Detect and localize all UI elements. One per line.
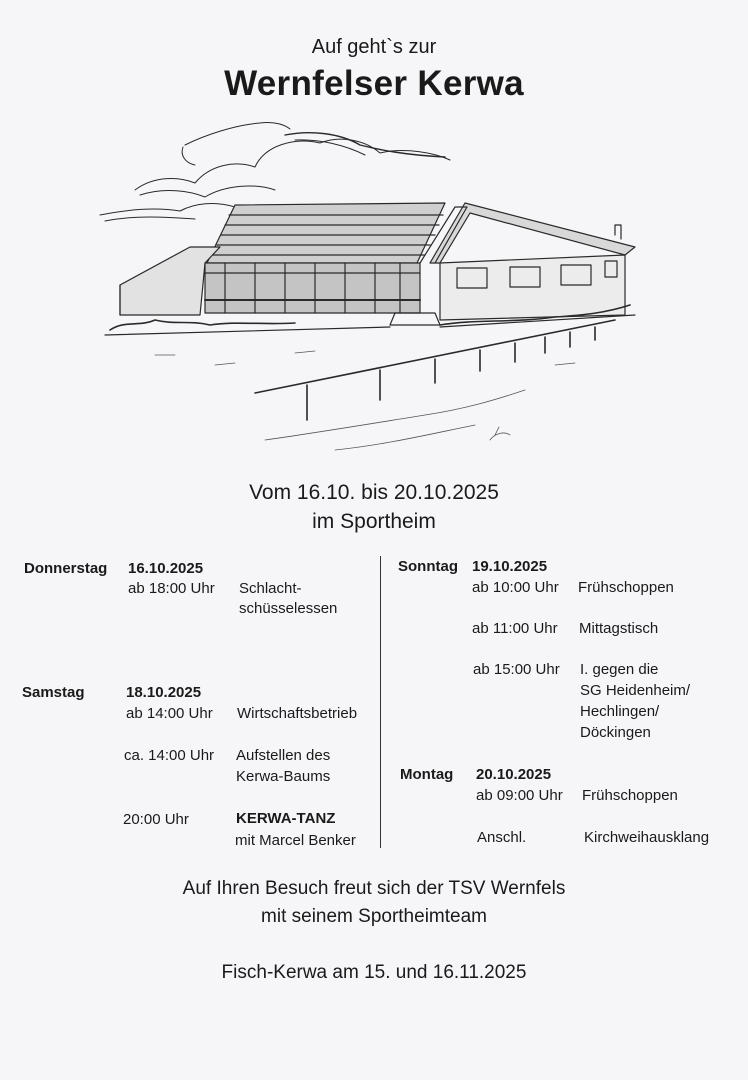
footer-line-3: Fisch-Kerwa am 15. und 16.11.2025 [221,962,527,983]
time-montag-2: Anschl. [477,829,527,846]
desc-sonntag-3b: SG Heidenheim/ [580,682,691,699]
desc-sonntag-1: Frühschoppen [578,579,674,596]
subtitle: Auf geht`s zur [311,36,437,58]
desc-donnerstag-1b: schüsselessen [239,600,338,617]
time-sonntag-1: ab 10:00 Uhr [472,579,559,596]
desc-donnerstag-1a: Schlacht- [239,580,302,597]
time-montag-1: ab 09:00 Uhr [476,787,563,804]
desc-sonntag-3c: Hechlingen/ [580,703,660,720]
fence-sketch [255,320,615,420]
day-samstag: Samstag [22,684,85,701]
day-montag: Montag [400,766,454,783]
event-dates: Vom 16.10. bis 20.10.2025 [249,481,499,504]
footer-line-1: Auf Ihren Besuch freut sich der TSV Wernfels [182,878,566,899]
date-montag: 20.10.2025 [476,766,552,783]
date-sonntag: 19.10.2025 [472,558,548,575]
desc-sonntag-3a: I. gegen die [580,661,659,678]
time-sonntag-3: ab 15:00 Uhr [473,661,560,678]
date-samstag: 18.10.2025 [126,684,202,701]
desc-samstag-2a: Aufstellen des [236,747,331,764]
time-sonntag-2: ab 11:00 Uhr [472,620,558,637]
building-sketch [105,203,635,335]
time-samstag-2: ca. 14:00 Uhr [124,747,215,764]
day-donnerstag: Donnerstag [24,560,108,577]
desc-samstag-1: Wirtschaftsbetrieb [237,705,358,722]
desc-samstag-3a: KERWA-TANZ [236,810,336,827]
desc-sonntag-2: Mittagstisch [579,620,659,637]
time-samstag-1: ab 14:00 Uhr [126,705,213,722]
day-sonntag: Sonntag [398,558,458,575]
sportheim-drawing [95,115,640,475]
desc-montag-1: Frühschoppen [582,787,678,804]
time-donnerstag-1: ab 18:00 Uhr [128,580,215,597]
desc-samstag-2b: Kerwa-Baums [236,768,331,785]
date-donnerstag: 16.10.2025 [128,560,204,577]
desc-montag-2: Kirchweihausklang [584,829,710,846]
desc-sonntag-3d: Döckingen [580,724,651,741]
page-title: Wernfelser Kerwa [224,64,524,103]
footer-line-2: mit seinem Sportheimteam [261,906,487,927]
event-venue: im Sportheim [312,510,436,533]
desc-samstag-3b: mit Marcel Benker [235,832,356,849]
time-samstag-3: 20:00 Uhr [123,811,189,828]
column-divider [380,556,381,848]
ground-sketch [155,351,575,450]
